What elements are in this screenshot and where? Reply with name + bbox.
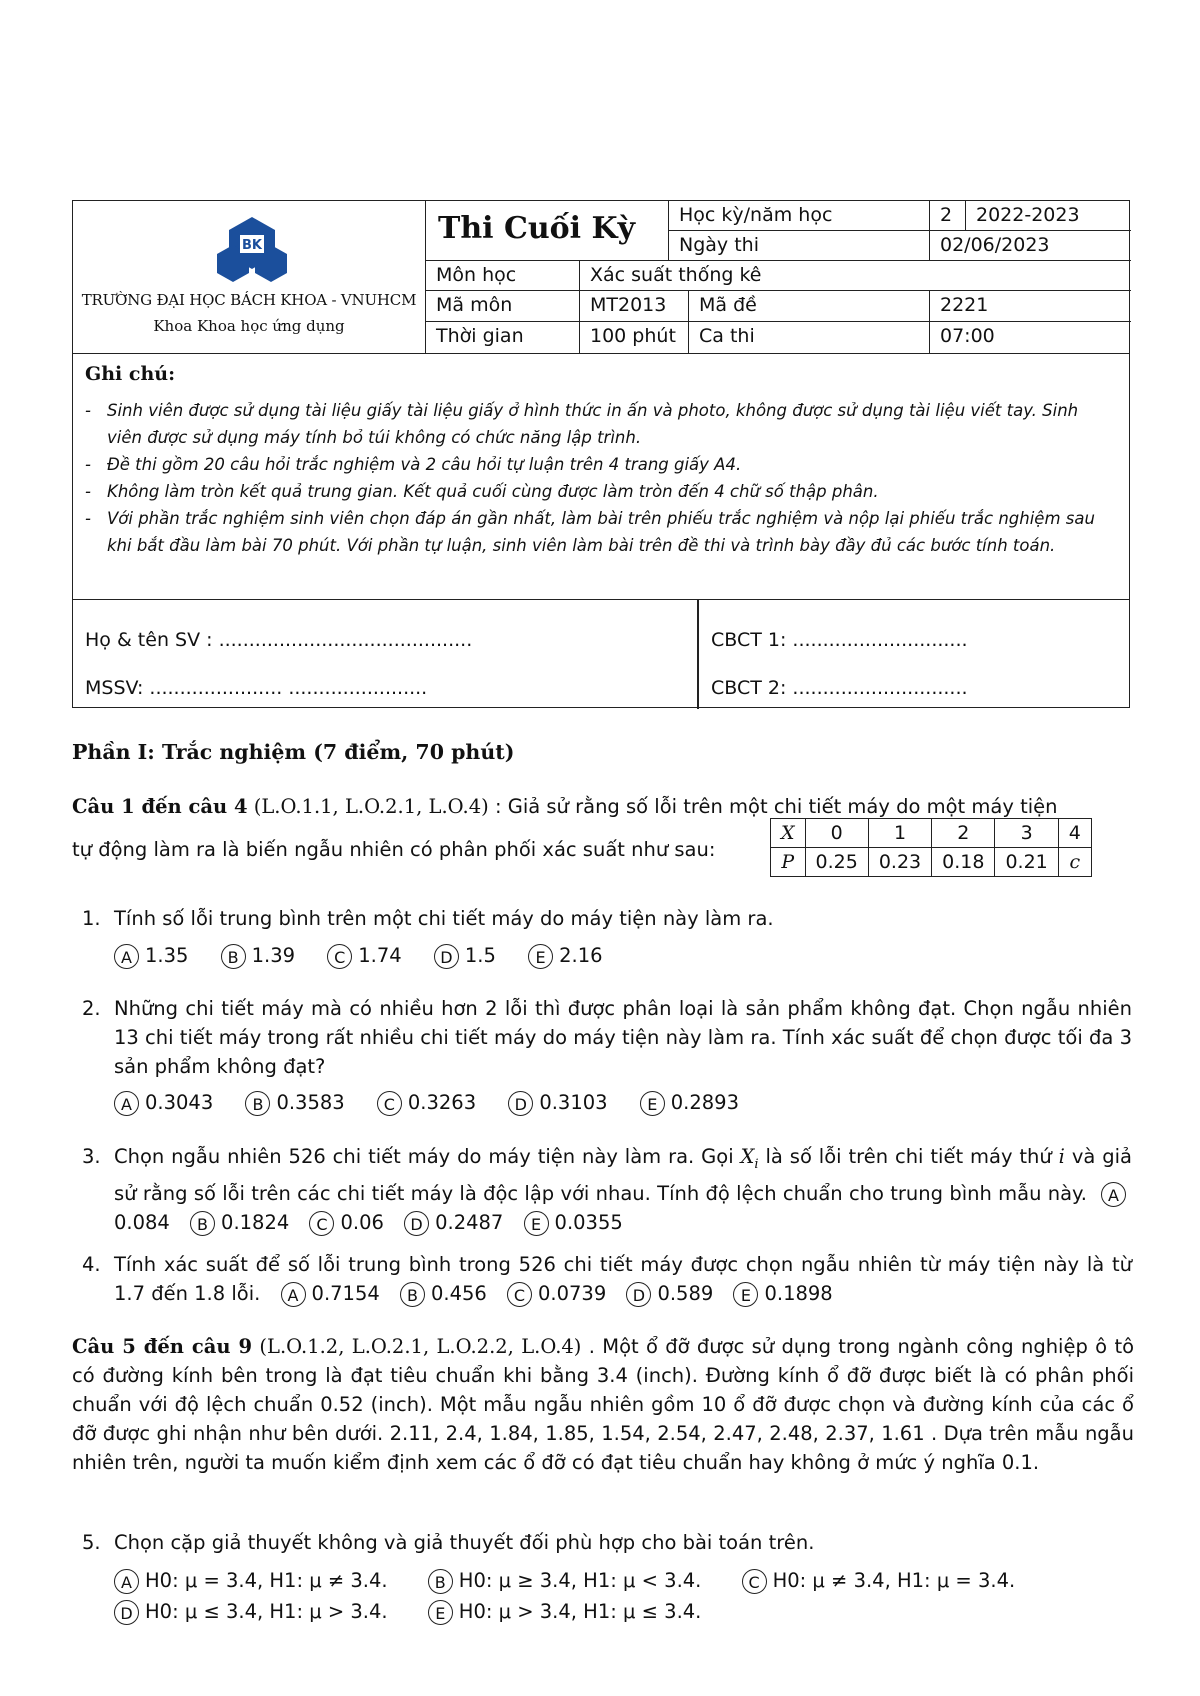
- question-text: [114, 1142, 1132, 1237]
- option-letter: B: [190, 1211, 215, 1236]
- group1-lo: (L.O.1.1, L.O.2.1, L.O.4): [253, 795, 489, 818]
- group2-text: . Một ổ đỡ được sử dụng trong ngành công nghiệp ô tô có đường kính bên trong là đạt tiêu chuẩn khi bằng 3.4 (inch). Đường kính ổ đỡ được biết là có phân phối chuẩn với độ lệch chuẩn 0.52 (inch). Một mẫu ngẫu nhiên gồm 10 ổ đỡ được chọn và đường kính của các ổ đỡ được ghi nhận như bên dưới. 2.11, 2.4, 1.84, 1.85, 1.54, 2.54, 2.47, 2.48, 2.37, 1.61 . Dựa trên mẫu ngẫu nhiên trên, người ta muốn kiểm định xem các ổ đỡ có đạt tiêu chuẩn hay không ở mức ý nghĩa 0.1.: [72, 1335, 1135, 1474]
- option[interactable]: [274, 1282, 379, 1305]
- note-item: - Sinh viên được sử dụng tài liệu giấy tài liệu giấy ở hình thức in ấn và photo, không được sử dụng tài liệu viết tay. Sinh viên được sử dụng máy tính bỏ túi không có chức năng lập trình.: [85, 397, 1115, 451]
- university-logo-icon: [215, 215, 289, 289]
- option-value: 1.39: [251, 944, 296, 967]
- option[interactable]: [434, 944, 496, 969]
- signature-divider: [697, 599, 699, 709]
- option[interactable]: [114, 1600, 388, 1625]
- question-text: Những chi tiết máy mà có nhiều hơn 2 lỗi thì được phân loại là sản phẩm không đạt. Chọn ngẫu nhiên 13 chi tiết máy trong rất nhiều chi tiết máy do máy tiện này làm ra. Tính xác suất để chọn được tối đa 3 sản phẩm không đạt?: [114, 997, 1132, 1078]
- student-name-field[interactable]: Họ & tên SV : ..........................................: [85, 629, 473, 651]
- math-sub: i: [754, 1156, 759, 1172]
- option-value: 0.456: [430, 1282, 487, 1305]
- option-letter: D: [626, 1282, 651, 1307]
- option-value: 1.5: [464, 944, 496, 967]
- option-value: 0.3043: [145, 1091, 214, 1114]
- table-cell: 0.25: [805, 848, 868, 877]
- option-value: H0: μ ≥ 3.4, H1: μ < 3.4.: [458, 1569, 702, 1592]
- option[interactable]: [114, 1569, 388, 1594]
- exam-header: [72, 200, 1130, 708]
- math-var: i: [1058, 1145, 1065, 1168]
- probability-table: [770, 818, 1092, 877]
- option[interactable]: [428, 1600, 702, 1625]
- option-value: 0.2487: [435, 1210, 504, 1234]
- option-value: 0.7154: [311, 1282, 380, 1305]
- option-letter: C: [507, 1282, 532, 1307]
- university-name: TRƯỜNG ĐẠI HỌC BÁCH KHOA - VNUHCM: [81, 291, 417, 309]
- option-letter: D: [508, 1091, 533, 1116]
- signature-section: [73, 599, 1129, 709]
- option-value: 0.3103: [539, 1091, 608, 1114]
- logo-cell: [73, 201, 426, 353]
- option-letter: B: [245, 1091, 270, 1116]
- option-letter: B: [221, 944, 246, 969]
- question-number: 1.: [82, 907, 101, 930]
- faculty-name: Khoa Khoa học ứng dụng: [153, 317, 345, 335]
- proctor-1-field[interactable]: CBCT 1: .............................: [711, 629, 968, 651]
- exam-title: Thi Cuối Kỳ: [426, 201, 669, 261]
- option-letter: D: [404, 1211, 429, 1236]
- option[interactable]: [517, 1211, 622, 1234]
- table-cell: 0.21: [995, 848, 1058, 877]
- subject-label: Môn học: [426, 261, 580, 291]
- option-letter: C: [377, 1091, 402, 1116]
- group2-lo: (L.O.1.2, L.O.2.1, L.O.2.2, L.O.4): [259, 1335, 582, 1358]
- group1-text: : Giả sử rằng số lỗi trên một chi tiết máy do một máy tiện: [488, 795, 1058, 818]
- option-value: H0: μ ≠ 3.4, H1: μ = 3.4.: [772, 1569, 1016, 1592]
- note-item: - Với phần trắc nghiệm sinh viên chọn đáp án gần nhất, làm bài trên phiếu trắc nghiệm và nộp lại phiếu trắc nghiệm sau khi bắt đầu làm bài 70 phút. Với phần tự luận, sinh viên làm bài trên đề thi và trình bày đầy đủ các bước tính toán.: [85, 505, 1115, 559]
- code-value: MT2013: [580, 291, 689, 322]
- question-text-part: và giả sử rằng số lỗi trên các chi tiết máy là độc lập với nhau. Tính độ lệch chuẩn cho trung bình mẫu này.: [114, 1145, 1132, 1205]
- option[interactable]: [394, 1282, 487, 1305]
- year-value: 2022-2023: [966, 201, 1131, 231]
- time-value: 100 phút: [580, 322, 689, 353]
- option-value: 1.74: [358, 944, 402, 967]
- note-item: - Đề thi gồm 20 câu hỏi trắc nghiệm và 2 câu hỏi tự luận trên 4 trang giấy A4.: [85, 451, 1115, 478]
- question-2-options: [114, 1091, 765, 1116]
- option-letter: C: [327, 944, 352, 969]
- table-cell: 2: [932, 819, 995, 848]
- group2-heading: Câu 5 đến câu 9: [72, 1335, 253, 1358]
- question-number: 5.: [82, 1531, 101, 1554]
- question-2: [82, 994, 1132, 1081]
- option-letter: E: [528, 944, 553, 969]
- question-text-part: Chọn ngẫu nhiên 526 chi tiết máy do máy tiện này làm ra. Gọi: [114, 1145, 741, 1168]
- option-letter: A: [114, 944, 139, 969]
- group1-intro: [72, 792, 1134, 821]
- table-x-label: X: [771, 819, 806, 848]
- option[interactable]: [528, 944, 602, 969]
- option[interactable]: [508, 1091, 607, 1116]
- option[interactable]: [327, 944, 401, 969]
- question-1-options: [114, 944, 629, 969]
- option-letter: B: [400, 1282, 425, 1307]
- question-4: [82, 1250, 1132, 1308]
- date-label: Ngày thi: [669, 231, 930, 261]
- table-cell: c: [1058, 848, 1091, 877]
- question-text: Chọn cặp giả thuyết không và giả thuyết đối phù hợp cho bài toán trên.: [114, 1531, 815, 1554]
- question-text-part: Tính xác suất để số lỗi trung bình trong 526 chi tiết máy được chọn ngẫu nhiên từ máy tiện này là từ 1.7 đến 1.8 lỗi.: [114, 1253, 1132, 1305]
- option-value: 0.3583: [276, 1091, 345, 1114]
- option-letter: E: [733, 1282, 758, 1307]
- option[interactable]: [184, 1211, 289, 1234]
- option[interactable]: [727, 1282, 832, 1305]
- option-value: 0.1898: [764, 1282, 833, 1305]
- table-cell: 3: [995, 819, 1058, 848]
- student-id-field[interactable]: MSSV: ...................... .......................: [85, 677, 428, 699]
- shift-label: Ca thi: [689, 322, 930, 353]
- table-row: [771, 848, 1092, 877]
- notes-list: [85, 397, 1115, 559]
- option[interactable]: [398, 1211, 503, 1234]
- semester-label: Học kỳ/năm học: [669, 201, 930, 231]
- option-letter: E: [524, 1211, 549, 1236]
- option-value: 0.06: [340, 1210, 384, 1234]
- option-value: 0.3263: [407, 1091, 477, 1114]
- math-var: X: [740, 1145, 755, 1168]
- proctor-2-field[interactable]: CBCT 2: .............................: [711, 677, 968, 699]
- date-value: 02/06/2023: [930, 231, 1131, 261]
- option[interactable]: [221, 944, 295, 969]
- question-5-options-row2: [114, 1600, 727, 1625]
- option-letter: E: [428, 1600, 453, 1625]
- question-5-options-row1: [114, 1569, 1015, 1594]
- option-value: 0.0355: [554, 1210, 623, 1234]
- option-letter: C: [309, 1211, 334, 1236]
- question-text: [114, 1250, 1132, 1308]
- option-value: H0: μ > 3.4, H1: μ ≤ 3.4.: [458, 1600, 702, 1623]
- question-1: [82, 904, 1132, 933]
- note-item: - Không làm tròn kết quả trung gian. Kết quả cuối cùng được làm tròn đến 4 chữ số thập phân.: [85, 478, 1115, 505]
- option[interactable]: [377, 1091, 476, 1116]
- group1-heading: Câu 1 đến câu 4: [72, 795, 248, 818]
- option[interactable]: [620, 1282, 713, 1305]
- group1-intro-line2: tự động làm ra là biến ngẫu nhiên có phân phối xác suất như sau:: [72, 838, 716, 861]
- notes-section: [73, 353, 1129, 600]
- option[interactable]: [114, 1091, 213, 1116]
- svg-text:BK: BK: [242, 238, 262, 253]
- question-5: [82, 1528, 1132, 1557]
- option-letter: D: [434, 944, 459, 969]
- option-letter: D: [114, 1600, 139, 1625]
- option[interactable]: [742, 1569, 1016, 1594]
- table-cell: 4: [1058, 819, 1091, 848]
- part1-title: Phần I: Trắc nghiệm (7 điểm, 70 phút): [72, 740, 515, 764]
- option-letter: A: [114, 1091, 139, 1116]
- option[interactable]: [114, 944, 188, 969]
- table-cell: 0.23: [868, 848, 931, 877]
- option-value: 2.16: [559, 944, 603, 967]
- time-label: Thời gian: [426, 322, 580, 353]
- option-value: 0.0739: [538, 1282, 607, 1305]
- option-letter: C: [742, 1569, 767, 1594]
- option-value: 0.084: [114, 1210, 170, 1234]
- table-cell: 0: [805, 819, 868, 848]
- question-text: Tính số lỗi trung bình trên một chi tiết máy do máy tiện này làm ra.: [114, 907, 774, 930]
- shift-value: 07:00: [940, 325, 995, 347]
- header-top: [73, 201, 1129, 354]
- semester-value: 2: [930, 201, 966, 231]
- question-number: 2.: [82, 997, 101, 1020]
- option[interactable]: [501, 1282, 606, 1305]
- table-cell: 1: [868, 819, 931, 848]
- option[interactable]: [245, 1091, 344, 1116]
- option-value: 0.2893: [670, 1091, 739, 1114]
- question-number: 4.: [82, 1253, 101, 1276]
- option-value: 0.1824: [221, 1210, 290, 1234]
- option-value: 1.35: [145, 944, 189, 967]
- option-letter: E: [640, 1091, 665, 1116]
- question-number: 3.: [82, 1145, 101, 1168]
- option-value: H0: μ ≤ 3.4, H1: μ > 3.4.: [145, 1600, 388, 1623]
- option-letter: A: [1101, 1182, 1126, 1207]
- table-p-label: P: [771, 848, 806, 877]
- option[interactable]: [640, 1091, 739, 1116]
- option-letter: B: [428, 1569, 453, 1594]
- exam-code-value: 2221: [930, 291, 1131, 322]
- exam-code-label: Mã đề: [689, 291, 930, 322]
- question-text-part: là số lỗi trên chi tiết máy thứ: [758, 1145, 1059, 1168]
- subject-value: Xác suất thống kê: [580, 261, 1131, 291]
- code-label: Mã môn: [426, 291, 580, 322]
- group2-intro: [72, 1332, 1134, 1477]
- option-value: H0: μ = 3.4, H1: μ ≠ 3.4.: [145, 1569, 388, 1592]
- option-letter: A: [114, 1569, 139, 1594]
- option-value: 0.589: [657, 1282, 714, 1305]
- option-letter: A: [281, 1282, 306, 1307]
- table-cell: 0.18: [932, 848, 995, 877]
- table-row: [771, 819, 1092, 848]
- notes-heading: Ghi chú:: [85, 363, 176, 385]
- option[interactable]: [428, 1569, 702, 1594]
- option[interactable]: [303, 1211, 384, 1234]
- question-3: [82, 1142, 1132, 1237]
